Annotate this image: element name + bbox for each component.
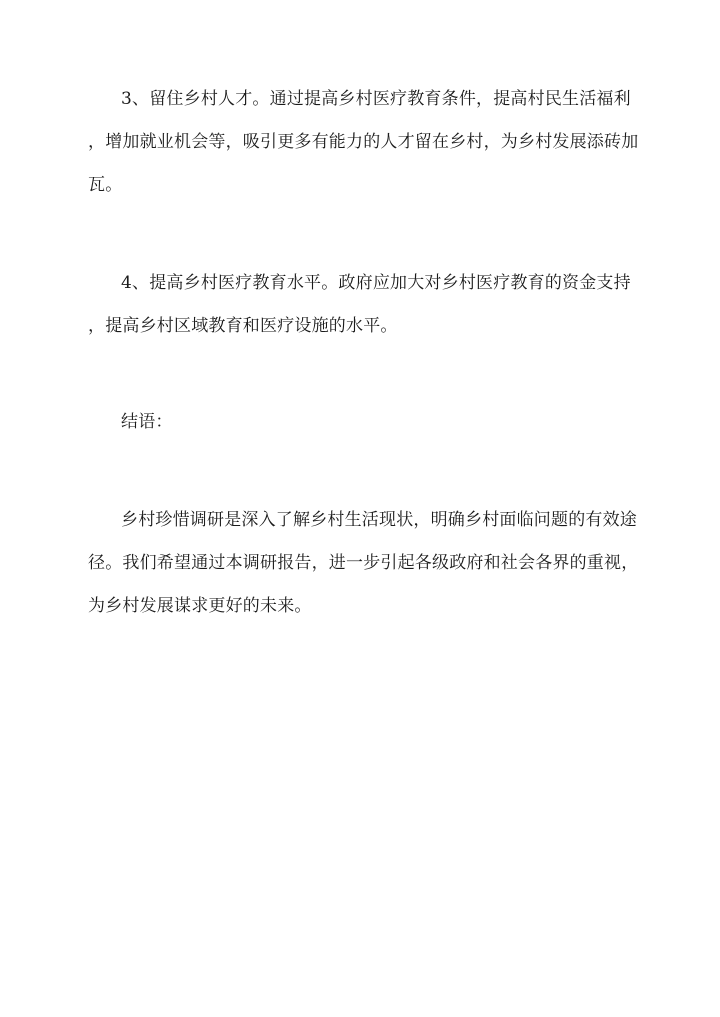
paragraph-4-line-2: 径。我们希望通过本调研报告，进一步引起各级政府和社会各界的重视， [88, 553, 639, 573]
paragraph-4-line-1: 乡村珍惜调研是深入了解乡村生活现状，明确乡村面临问题的有效途 [121, 510, 637, 530]
paragraph-1-line-3: 瓦。 [88, 175, 123, 195]
paragraph-2-line-2: ，提高乡村区域教育和医疗设施的水平。 [88, 316, 398, 336]
paragraph-1-line-1: 3、留住乡村人才。通过提高乡村医疗教育条件，提高村民生活福利 [121, 89, 631, 109]
conclusion-heading: 结语： [121, 412, 173, 432]
paragraph-1-line-2: ，增加就业机会等，吸引更多有能力的人才留在乡村，为乡村发展添砖加 [88, 132, 639, 152]
paragraph-4-line-3: 为乡村发展谋求更好的未来。 [88, 596, 312, 616]
paragraph-2-line-1: 4、提高乡村医疗教育水平。政府应加大对乡村医疗教育的资金支持 [121, 273, 631, 293]
